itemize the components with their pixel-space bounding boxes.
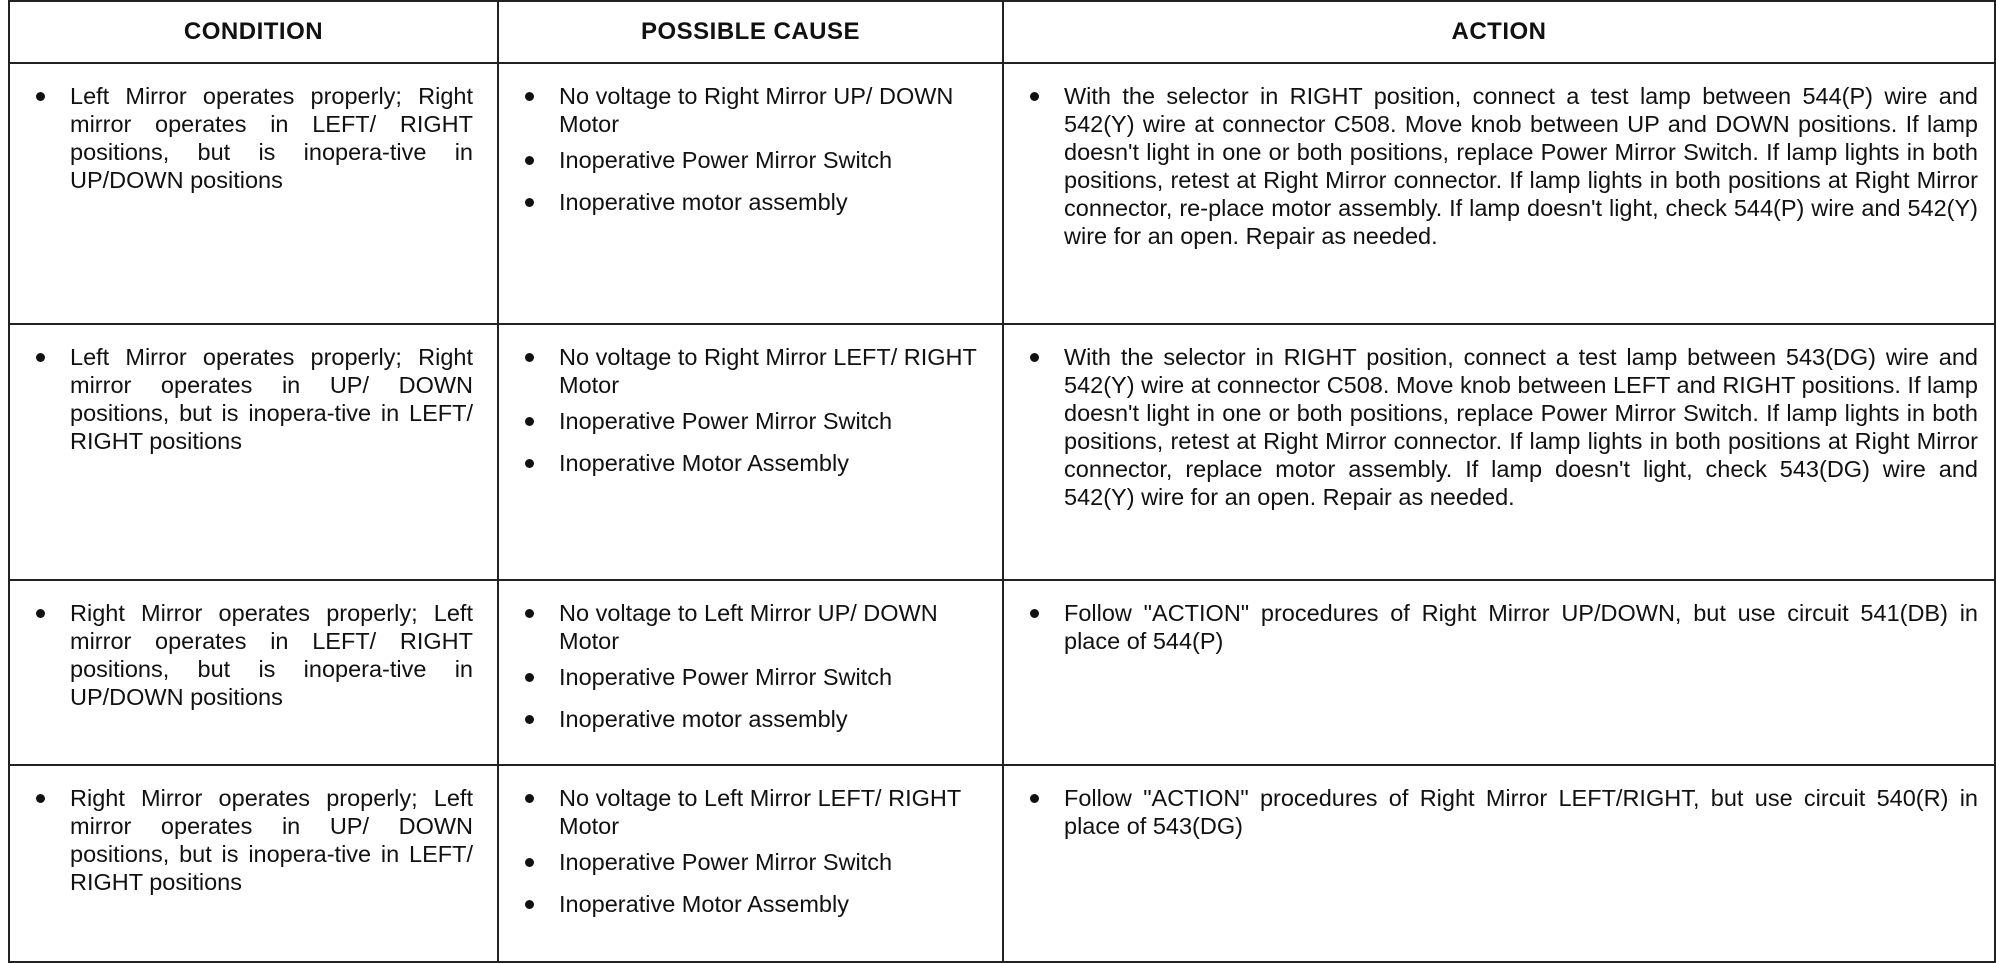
- condition-text: Left Mirror operates properly; Right mirror operates in UP/ DOWN positions, but is inopera-tive in LEFT/ RIGHT positions: [10, 343, 473, 455]
- cause-item: No voltage to Left Mirror UP/ DOWN Motor: [499, 599, 982, 655]
- header-condition: CONDITION: [9, 1, 498, 63]
- action-text: Follow "ACTION" procedures of Right Mirror LEFT/RIGHT, but use circuit 540(R) in place of 543(DG): [1004, 784, 1978, 840]
- table-row: [9, 765, 1995, 962]
- action-text: With the selector in RIGHT position, connect a test lamp between 544(P) wire and 542(Y) wire at connector C508. Move knob between UP and DOWN positions. If lamp doesn't light in one or both positions, replace Power Mirror Switch. If lamp lights in both positions, retest at Right Mirror connector. If lamp lights in both positions at Right Mirror connector, re-place motor assembly. If lamp doesn't light, check 544(P) wire and 542(Y) wire for an open. Repair as needed.: [1004, 82, 1978, 250]
- action-text: With the selector in RIGHT position, connect a test lamp between 543(DG) wire and 542(Y) wire at connector C508. Move knob between LEFT and RIGHT positions. If lamp doesn't light in one or both positions, replace Power Mirror Switch. If lamp lights in both positions, retest at Right Mirror connector. If lamp lights in both positions at Right Mirror connector, replace motor assembly. If lamp doesn't light, check 543(DG) wire and 542(Y) wire for an open. Repair as needed.: [1004, 343, 1978, 511]
- diagnosis-table: [8, 0, 1996, 963]
- cause-item: Inoperative Power Mirror Switch: [499, 407, 982, 435]
- cause-item: Inoperative Motor Assembly: [499, 890, 982, 918]
- cause-cell: [498, 324, 1003, 580]
- condition-cell: [9, 324, 498, 580]
- condition-cell: [9, 765, 498, 962]
- header-action: ACTION: [1003, 1, 1995, 63]
- cause-item: Inoperative Power Mirror Switch: [499, 663, 982, 691]
- cause-item: No voltage to Left Mirror LEFT/ RIGHT Motor: [499, 784, 982, 840]
- cause-cell: [498, 63, 1003, 324]
- condition-text: Left Mirror operates properly; Right mirror operates in LEFT/ RIGHT positions, but is inopera-tive in UP/DOWN positions: [10, 82, 473, 194]
- cause-item: Inoperative motor assembly: [499, 705, 982, 733]
- table-row: [9, 580, 1995, 765]
- table-row: [9, 63, 1995, 324]
- header-row: [9, 1, 1995, 63]
- cause-item: Inoperative motor assembly: [499, 188, 982, 216]
- condition-cell: [9, 63, 498, 324]
- action-cell: [1003, 765, 1995, 962]
- cause-item: No voltage to Right Mirror UP/ DOWN Motor: [499, 82, 982, 138]
- action-text: Follow "ACTION" procedures of Right Mirror UP/DOWN, but use circuit 541(DB) in place of 544(P): [1004, 599, 1978, 655]
- cause-item: Inoperative Power Mirror Switch: [499, 848, 982, 876]
- cause-item: No voltage to Right Mirror LEFT/ RIGHT Motor: [499, 343, 982, 399]
- cause-cell: [498, 580, 1003, 765]
- condition-cell: [9, 580, 498, 765]
- cause-item: Inoperative Motor Assembly: [499, 449, 982, 477]
- table-row: [9, 324, 1995, 580]
- action-cell: [1003, 63, 1995, 324]
- action-cell: [1003, 580, 1995, 765]
- condition-text: Right Mirror operates properly; Left mirror operates in UP/ DOWN positions, but is inopera-tive in LEFT/ RIGHT positions: [10, 784, 473, 896]
- cause-cell: [498, 765, 1003, 962]
- action-cell: [1003, 324, 1995, 580]
- condition-text: Right Mirror operates properly; Left mirror operates in LEFT/ RIGHT positions, but is inopera-tive in UP/DOWN positions: [10, 599, 473, 711]
- header-possible-cause: POSSIBLE CAUSE: [498, 1, 1003, 63]
- cause-item: Inoperative Power Mirror Switch: [499, 146, 982, 174]
